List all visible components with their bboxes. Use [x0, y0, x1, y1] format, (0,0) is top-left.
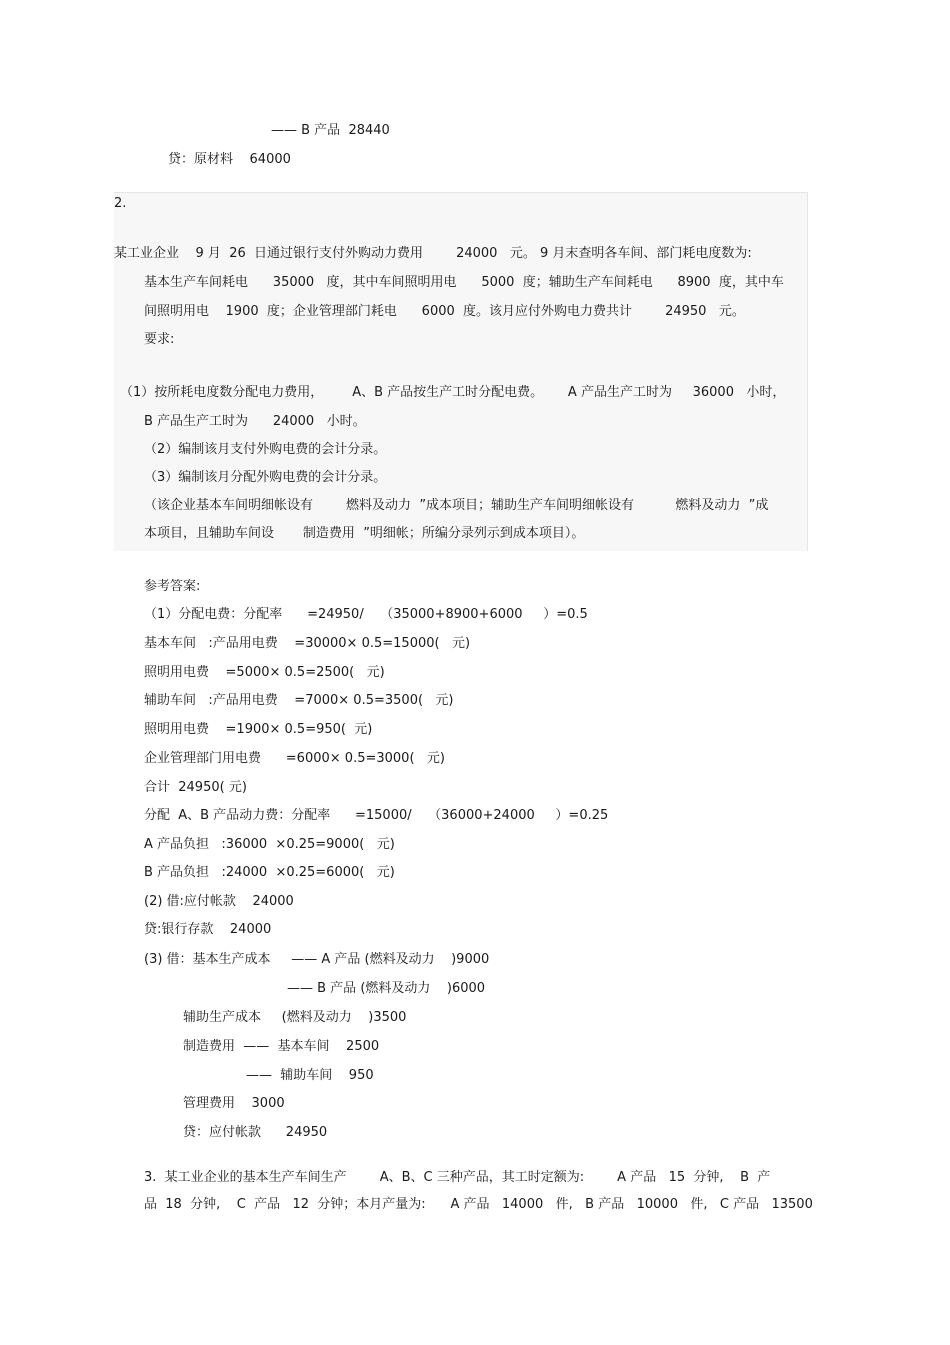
entry-b-product-line: —— B 产品 28440: [271, 123, 390, 138]
question-2-number: 2.: [114, 196, 127, 211]
answer-line-lighting-basic: 照明用电费 =5000× 0.5=2500( 元): [144, 665, 385, 680]
question-3-line-1: 3. 某工业企业的基本生产车间生产 A、B、C 三种产品，其工时定额为: A 产品 15 分钟, B 产: [144, 1170, 771, 1185]
question-2-text-line-1: 某工业企业 9 月 26 日通过银行支付外购动力费用 24000 元。 9 月末查明各车间、部门耗电度数为:: [114, 246, 752, 261]
entry-credit-raw-materials: 贷：原材料 64000: [168, 152, 291, 167]
journal-3-debit-a: (3) 借：基本生产成本 —— A 产品 (燃料及动力 )9000: [144, 952, 490, 967]
requirement-3: （3）编制该月分配外购电费的会计分录。: [144, 470, 387, 485]
answer-line-aux-workshop: 辅助车间 :产品用电费 =7000× 0.5=3500( 元): [144, 693, 454, 708]
requirement-1-line-1: （1）按所耗电度数分配电力费用， A、B 产品按生产工时分配电费。 A 产品生产工时为 36000 小时，: [120, 385, 786, 400]
answer-line-allocation-rate: （1）分配电费：分配率 =24950/ （35000+8900+6000 ）=0.5: [144, 607, 588, 622]
question-3-line-2: 品 18 分钟, C 产品 12 分钟；本月产量为: A 产品 14000 件, B 产品 10000 件, C 产品 13500: [144, 1197, 813, 1212]
journal-3-overhead-aux: —— 辅助车间 950: [246, 1068, 374, 1083]
requirement-note-line-2: 本项目，且辅助车间设 制造费用 ”明细帐；所编分录列示到成本项目）。: [144, 526, 585, 541]
journal-3-overhead-basic: 制造费用 —— 基本车间 2500: [183, 1039, 380, 1054]
requirement-2: （2）编制该月支付外购电费的会计分录。: [144, 442, 387, 457]
journal-3-debit-b: —— B 产品 (燃料及动力 )6000: [287, 981, 486, 996]
requirement-1-line-2: B 产品生产工时为 24000 小时。: [144, 414, 366, 429]
journal-3-credit: 贷：应付帐款 24950: [183, 1125, 328, 1140]
answer-line-basic-workshop: 基本车间 :产品用电费 =30000× 0.5=15000( 元): [144, 636, 471, 651]
requirement-note-line-1: （该企业基本车间明细帐设有 燃料及动力 ”成本项目；辅助生产车间明细帐设有 燃料及动力 ”成: [144, 498, 769, 513]
journal-2-credit: 贷:银行存款 24000: [144, 922, 272, 937]
answer-title: 参考答案:: [144, 579, 201, 594]
answer-line-lighting-aux: 照明用电费 =1900× 0.5=950( 元): [144, 722, 373, 737]
question-2-text-line-3: 间照明用电 1900 度；企业管理部门耗电 6000 度。该月应付外购电力费共计 24950 元。: [144, 304, 745, 319]
answer-line-b-share: B 产品负担 :24000 ×0.25=6000( 元): [144, 865, 395, 880]
answer-line-management: 企业管理部门用电费 =6000× 0.5=3000( 元): [144, 751, 445, 766]
journal-2-debit: (2) 借:应付帐款 24000: [144, 894, 294, 909]
answer-line-a-share: A 产品负担 :36000 ×0.25=9000( 元): [144, 837, 395, 852]
question-2-text-line-2: 基本生产车间耗电 35000 度，其中车间照明用电 5000 度；辅助生产车间耗电 8900 度，其中车: [144, 275, 784, 290]
question-2-requirements-label: 要求:: [144, 332, 175, 347]
answer-line-total: 合计 24950( 元): [144, 780, 247, 795]
journal-3-aux-cost: 辅助生产成本 (燃料及动力 )3500: [183, 1010, 407, 1025]
journal-3-management-expense: 管理费用 3000: [183, 1096, 285, 1111]
answer-line-ab-rate: 分配 A、B 产品动力费：分配率 =15000/ （36000+24000 ）=0.25: [144, 808, 609, 823]
